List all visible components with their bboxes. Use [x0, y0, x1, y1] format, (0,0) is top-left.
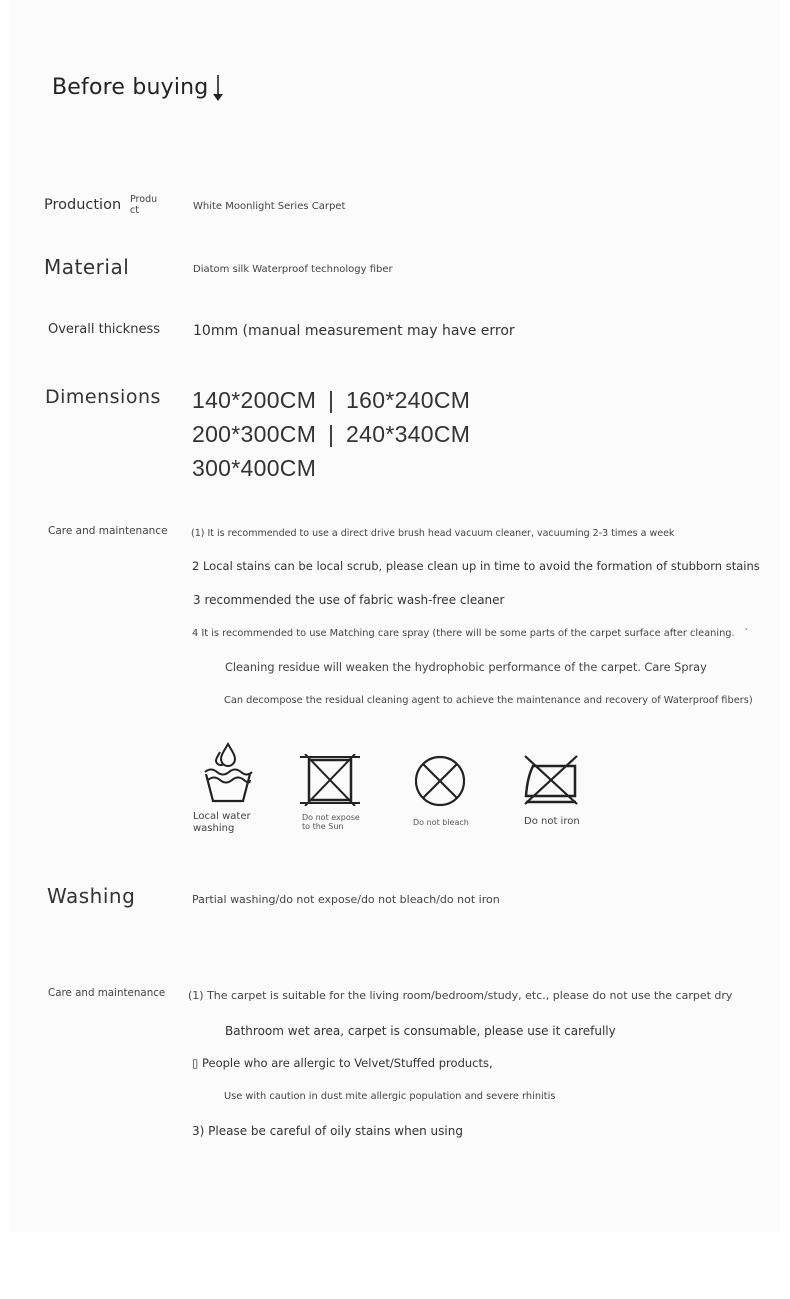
care-item: Can decompose the residual cleaning agent to achieve the maintenance and recovery of Waterproof fibers)	[224, 695, 753, 706]
washing-value: Partial washing/do not expose/do not bleach/do not iron	[192, 893, 500, 906]
washing-label: Washing	[47, 884, 136, 908]
care-label: Care and maintenance	[48, 525, 168, 537]
care-item: (1) The carpet is suitable for the living room/bedroom/study, etc., please do not use the carpet dry	[188, 989, 733, 1002]
no-iron-icon	[523, 754, 579, 806]
icon-caption: Do not expose to the Sun	[302, 813, 360, 831]
hand-wash-icon	[202, 742, 254, 804]
no-sun-icon	[299, 754, 361, 806]
care-item: ▯ People who are allergic to Velvet/Stuffed products,	[192, 1056, 493, 1070]
icon-caption: Local water washing	[193, 811, 251, 834]
arrow-down-icon	[211, 74, 225, 102]
icon-caption: Do not bleach	[413, 818, 469, 827]
content-panel	[10, 0, 780, 1232]
care-item: 3) Please be careful of oily stains when using	[192, 1124, 463, 1138]
dimensions-line: 300*400CM	[192, 455, 317, 481]
no-bleach-icon	[413, 754, 467, 808]
production-sublabel: Produ ct	[130, 194, 158, 216]
production-label: Production	[44, 197, 122, 213]
material-label: Material	[44, 255, 130, 279]
care-item: 4 It is recommended to use Matching care spray (there will be some parts of the carpet surface after cleaning. ˋ	[192, 628, 750, 639]
dimensions-label: Dimensions	[45, 386, 161, 408]
thickness-value: 10mm (manual measurement may have error	[193, 323, 515, 339]
icon-caption: Do not iron	[524, 816, 580, 827]
dimensions-values	[192, 383, 470, 485]
care-item: Bathroom wet area, carpet is consumable, please use it carefully	[225, 1024, 616, 1038]
care-item: Cleaning residue will weaken the hydrophobic performance of the carpet. Care Spray	[225, 661, 707, 674]
care-label: Care and maintenance	[48, 987, 166, 999]
thickness-label: Overall thickness	[48, 322, 160, 337]
material-value: Diatom silk Waterproof technology fiber	[193, 264, 393, 275]
care-item: 3 recommended the use of fabric wash-free cleaner	[193, 593, 505, 607]
page-title: Before buying	[52, 75, 209, 100]
dimensions-line: 140*200CM | 160*240CM	[192, 387, 471, 413]
production-value: White Moonlight Series Carpet	[193, 201, 346, 212]
care-item: Use with caution in dust mite allergic population and severe rhinitis	[224, 1091, 556, 1102]
care-item: 2 Local stains can be local scrub, please clean up in time to avoid the formation of stubborn stains	[192, 559, 760, 573]
dimensions-line: 200*300CM | 240*340CM	[192, 421, 471, 447]
care-item: (1) It is recommended to use a direct drive brush head vacuum cleaner, vacuuming 2-3 times a week	[191, 528, 675, 539]
